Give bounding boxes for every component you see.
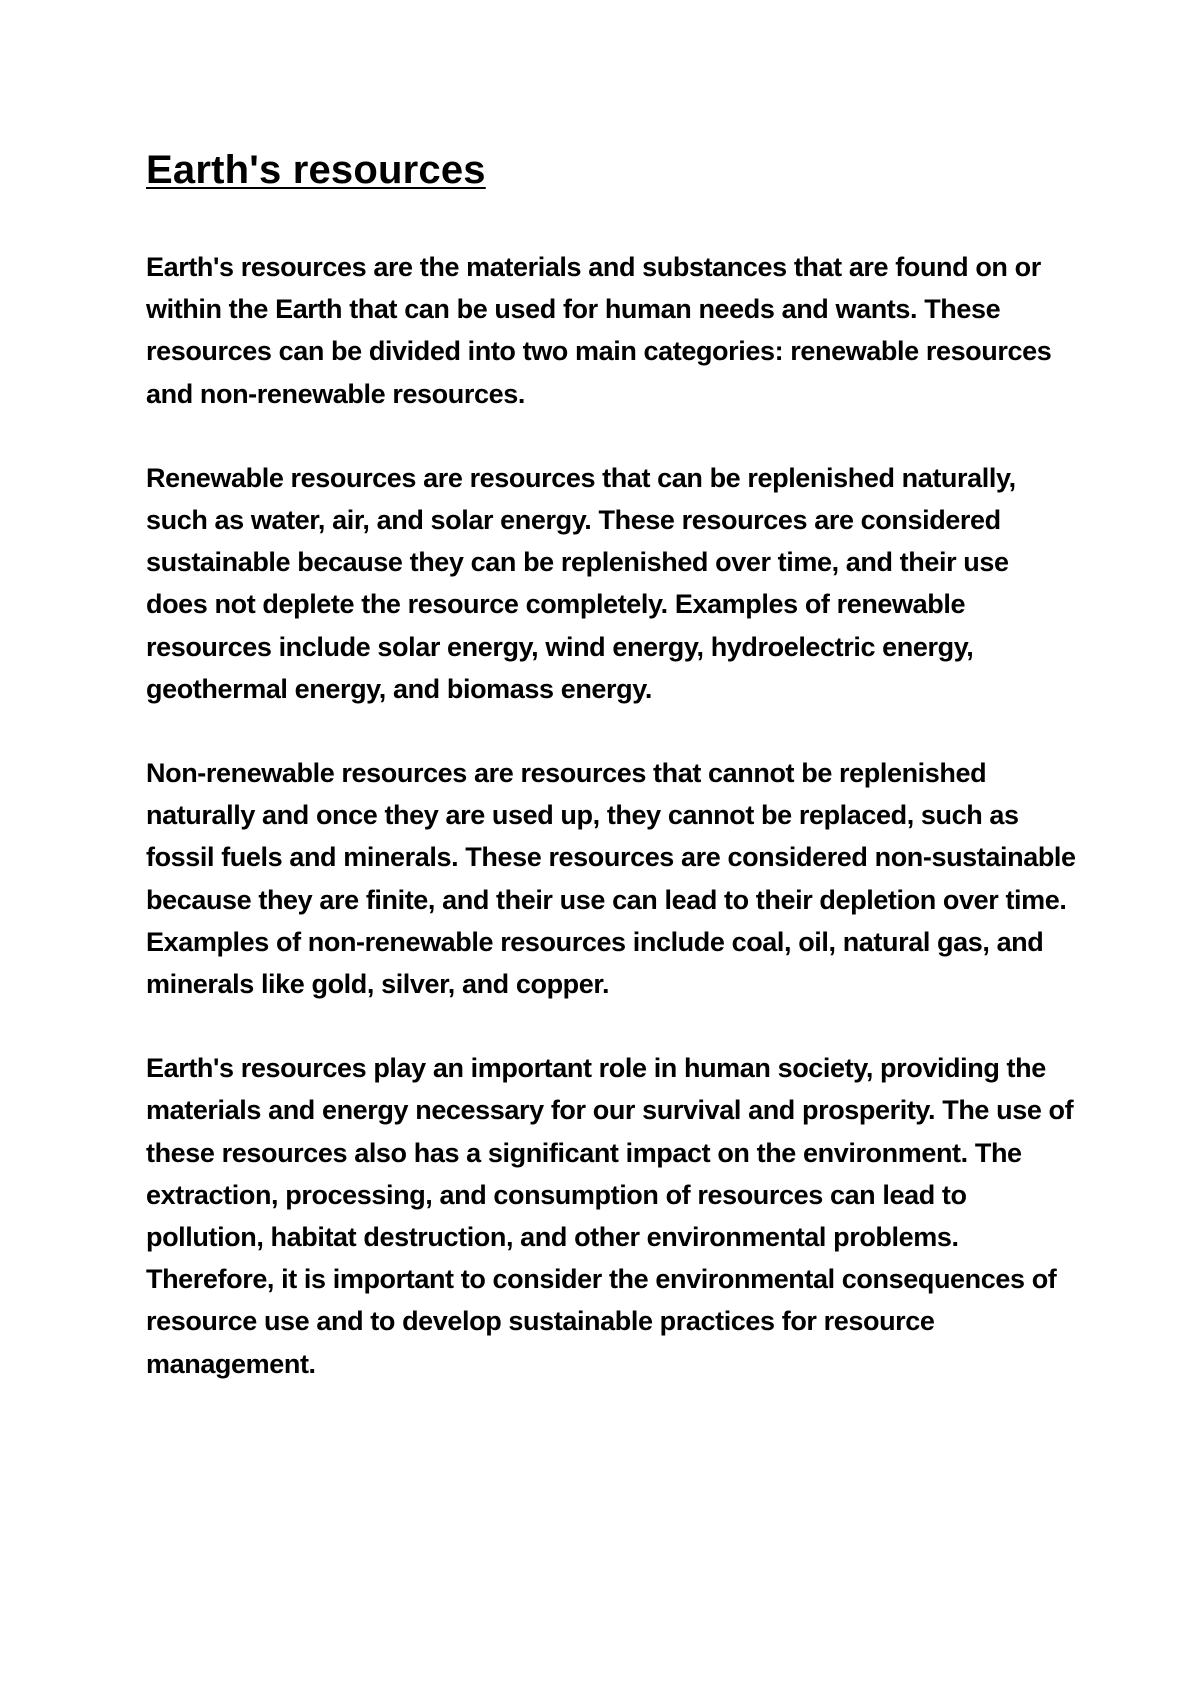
paragraph-renewable: Renewable resources are resources that can be replenished naturally, such as water, air, and solar energy. These resources are considered sustainable because they can be replenished over time, and their use does not deplete the resource completely. Examples of renewable resources include solar energy, wind energy, hydroelectric energy, geothermal energy, and biomass energy. [146,462,1016,704]
paragraph-non-renewable: Non-renewable resources are resources that cannot be replenished naturally and once they are used up, they cannot be replaced, such as fossil fuels and minerals. These resources are considered non-sustainable because they are finite, and their use can lead to their depletion over time. Examples of non-renewable resources include coal, oil, natural gas, and minerals like gold, silver, and copper. [146,758,1076,1000]
paragraph-intro: Earth's resources are the materials and substances that are found on or within the Earth that can be used for human needs and wants. These resources can be divided into two main categories: renewable resources and non-renewable resources. [146,252,1052,409]
document-body [146,148,1076,1427]
document-title: Earth's resources [146,148,486,192]
paragraph-impact: Earth's resources play an important role in human society, providing the materials and energy necessary for our survival and prosperity. The use of these resources also has a significant impact on the environment. The extraction, processing, and consumption of resources can lead to pollution, habitat destruction, and other environmental problems. Therefore, it is important to consider the environmental consequences of resource use and to develop sustainable practices for resource management. [146,1053,1074,1379]
